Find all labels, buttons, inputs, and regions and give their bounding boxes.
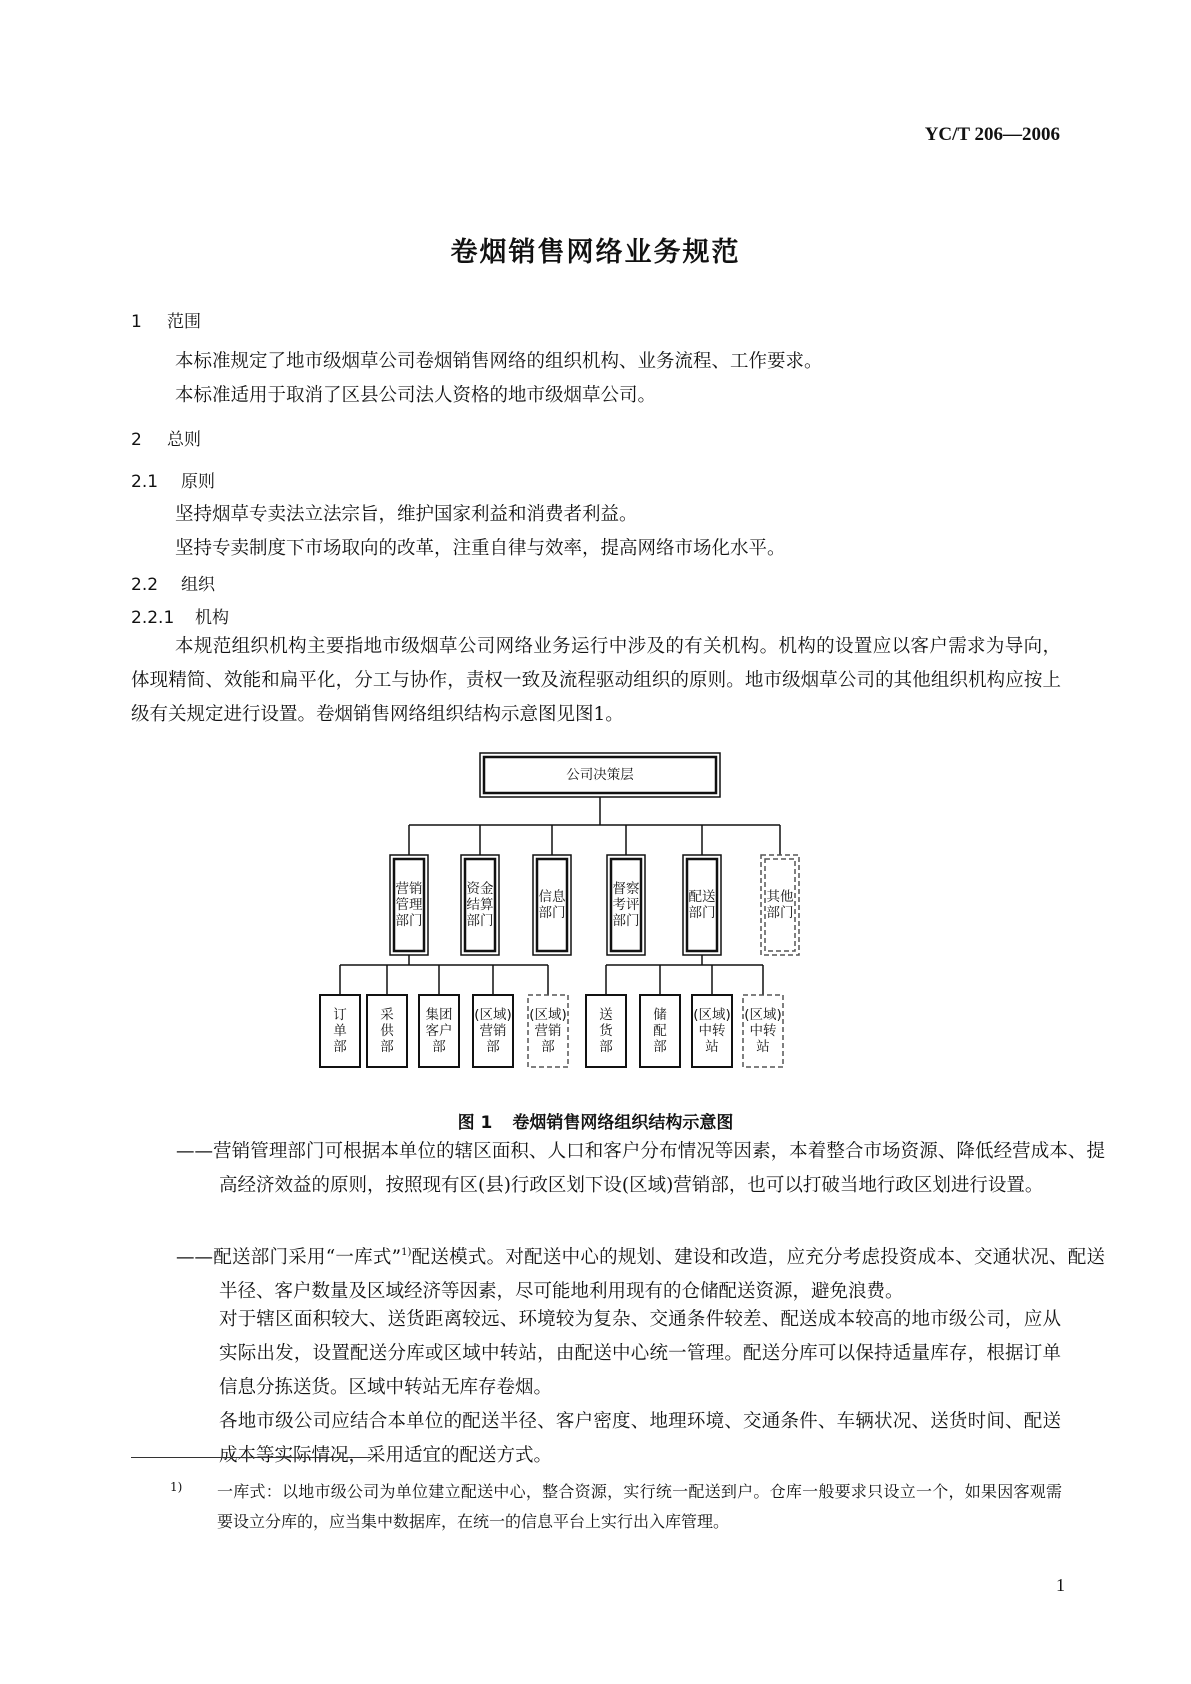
sub-unit-label: (区域): [744, 1007, 782, 1023]
sub-unit-label: 送: [599, 1007, 613, 1023]
sub-unit-label: 营销: [479, 1023, 507, 1039]
paragraph: 本标准规定了地市级烟草公司卷烟销售网络的组织机构、业务流程、工作要求。: [175, 351, 823, 372]
figure-label: 图 1: [457, 1113, 493, 1133]
sub-unit-label: (区域): [529, 1007, 567, 1023]
page-number: 1: [1056, 1575, 1065, 1595]
dash-list-item: [176, 1236, 1105, 1309]
figure-caption: [0, 1108, 1191, 1133]
sub-unit-label: 部: [380, 1039, 394, 1055]
department-label: 部门: [612, 913, 640, 929]
paragraph: 本标准适用于取消了区县公司法人资格的地市级烟草公司。: [175, 385, 657, 406]
sub-unit-label: (区域): [474, 1007, 512, 1023]
sub-unit-label: 站: [705, 1039, 719, 1055]
sub-unit-label: 客户: [425, 1023, 453, 1039]
sub-unit-label: 配: [653, 1023, 667, 1039]
section-title: 机构: [195, 608, 229, 628]
sub-unit-label: 部: [486, 1039, 500, 1055]
sub-unit-label: 订: [333, 1007, 347, 1023]
section-number: 2.2: [131, 575, 159, 595]
sub-unit-label: 营销: [534, 1023, 562, 1039]
footnote-reference: 1): [401, 1247, 412, 1258]
section-2-2-1-heading: [131, 603, 229, 628]
paragraph: 本规范组织机构主要指地市级烟草公司网络业务运行中涉及的有关机构。机构的设置应以客户需求为导向，体现精简、效能和扁平化，分工与协作，责权一致及流程驱动组织的原则。地市级烟草公司的其他组织机构应按上级有关规定进行设置。卷烟销售网络组织结构示意图见图1。: [131, 636, 1061, 725]
footnote-mark: 1): [170, 1480, 183, 1494]
department-label: 信息: [538, 889, 566, 905]
figure-title: 卷烟销售网络组织结构示意图: [512, 1113, 734, 1133]
sub-unit-label: 部: [333, 1039, 347, 1055]
department-label: 配送: [688, 889, 716, 905]
dash-text: ——配送部门采用“一库式”: [176, 1247, 402, 1268]
footnote-text: 一库式：以地市级公司为单位建立配送中心，整合资源，实行统一配送到户。仓库一般要求只设立一个，如果因客观需要设立分库的，应当集中数据库，在统一的信息平台上实行出入库管理。: [217, 1482, 1062, 1531]
department-label: 资金: [466, 881, 494, 897]
sub-unit-label: 站: [756, 1039, 770, 1055]
paragraph: 各地市级公司应结合本单位的配送半径、客户密度、地理环境、交通条件、车辆状况、送货时间、配送成本等实际情况，采用适宜的配送方式。: [219, 1411, 1061, 1466]
paragraph: 对于辖区面积较大、送货距离较远、环境较为复杂、交通条件较差、配送成本较高的地市级公司，应从实际出发，设置配送分库或区域中转站，由配送中心统一管理。配送分库可以保持适量库存，根据订单信息分拣送货。区域中转站无库存卷烟。: [219, 1309, 1061, 1398]
department-label: 部门: [538, 905, 566, 921]
department-label: 部门: [766, 905, 794, 921]
section-number: 2.1: [131, 472, 159, 492]
paragraph: 坚持专卖制度下市场取向的改革，注重自律与效率，提高网络市场化水平。: [175, 538, 786, 559]
section-title: 范围: [167, 312, 201, 332]
sub-unit-label: 储: [653, 1007, 667, 1023]
section-number: 2.2.1: [131, 608, 175, 628]
org-chart-diagram: [333, 753, 860, 1083]
section-number: 1: [131, 312, 142, 332]
standard-code: YC/T 206—2006: [924, 124, 1060, 145]
department-label: 督察: [612, 881, 640, 897]
paragraph: 坚持烟草专卖法立法宗旨，维护国家利益和消费者利益。: [175, 504, 638, 525]
section-number: 2: [131, 430, 142, 450]
department-label: 部门: [395, 913, 423, 929]
section-2-1-heading: [131, 467, 215, 492]
sub-unit-label: 中转: [749, 1023, 777, 1039]
dash-text: 配送模式。对配送中心的规划、建设和改造，应充分考虑投资成本、交通状况、配送半径、客户数量及区域经济等因素，尽可能地利用现有的仓储配送资源，避免浪费。: [219, 1247, 1105, 1302]
sub-unit-label: 中转: [698, 1023, 726, 1039]
section-title: 原则: [181, 472, 215, 492]
sub-unit-label: (区域): [693, 1007, 731, 1023]
sub-unit-label: 部: [653, 1039, 667, 1055]
sub-unit-label: 单: [333, 1023, 347, 1039]
sub-unit-label: 部: [541, 1039, 555, 1055]
document-title: 卷烟销售网络业务规范: [450, 237, 741, 268]
department-label: 其他: [766, 889, 794, 905]
sub-unit-label: 采: [380, 1007, 394, 1023]
section-2-heading: [131, 425, 201, 450]
sub-unit-label: 部: [599, 1039, 613, 1055]
sub-unit-label: 部: [432, 1039, 446, 1055]
department-label: 考评: [612, 897, 640, 913]
department-label: 管理: [395, 897, 423, 913]
department-label: 营销: [395, 881, 423, 897]
section-title: 总则: [167, 430, 201, 450]
department-label: 部门: [688, 905, 716, 921]
sub-unit-label: 集团: [425, 1007, 453, 1023]
section-title: 组织: [181, 575, 215, 595]
department-label: 结算: [466, 897, 494, 913]
dash-list-item: ——营销管理部门可根据本单位的辖区面积、人口和客户分布情况等因素，本着整合市场资源、降低经营成本、提高经济效益的原则，按照现有区(县)行政区划下设(区域)营销部，也可以打破当地行政区划进行设置。: [176, 1141, 1105, 1196]
section-1-heading: [131, 307, 201, 332]
footnote-divider: [131, 1457, 371, 1458]
sub-unit-label: 供: [380, 1023, 394, 1039]
top-node-label: 公司决策层: [566, 767, 634, 783]
section-2-2-heading: [131, 570, 215, 595]
sub-unit-label: 货: [599, 1023, 613, 1039]
department-label: 部门: [466, 913, 494, 929]
